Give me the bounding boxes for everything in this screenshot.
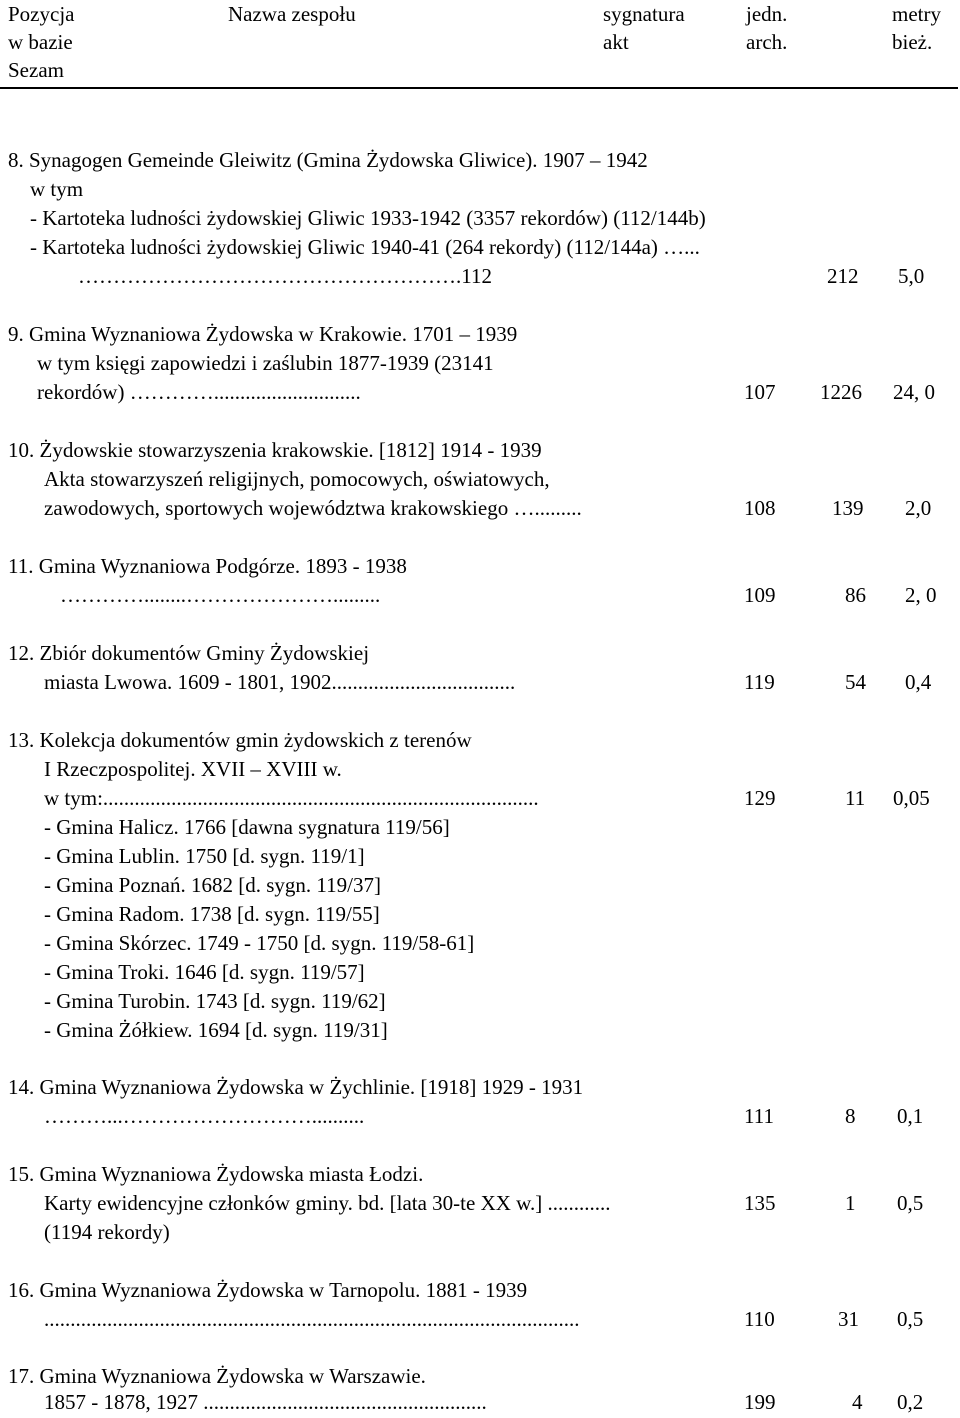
signature-value: 109 xyxy=(744,583,776,607)
meters-value: 5,0 xyxy=(898,264,925,288)
signature-value: 107 xyxy=(744,380,776,404)
meters-value: 2,0 xyxy=(905,496,932,520)
header-col-signature: sygnatura akt xyxy=(603,2,685,54)
entry-line: Karty ewidencyjne członków gminy. bd. [lata 30-te XX w.] ............ xyxy=(44,1191,611,1215)
units-value: 212 xyxy=(827,264,859,288)
signature-value: 135 xyxy=(744,1191,776,1215)
entry-line: 13. Kolekcja dokumentów gmin żydowskich z terenów xyxy=(8,728,472,752)
units-value: 8 xyxy=(845,1104,856,1128)
meters-value: 2, 0 xyxy=(905,583,937,607)
meters-value: 0,5 xyxy=(897,1191,924,1215)
signature-value: 119 xyxy=(744,670,775,694)
entry-line: - Gmina Radom. 1738 [d. sygn. 119/55] xyxy=(44,902,380,926)
entry-line: 15. Gmina Wyznaniowa Żydowska miasta Łodzi. xyxy=(8,1162,424,1186)
entry-line: - Kartoteka ludności żydowskiej Gliwic 1940-41 (264 rekordy) (112/144a) …... xyxy=(30,235,700,259)
entry-line: ……………………………………………….112 xyxy=(78,264,492,288)
meters-value: 0,4 xyxy=(905,670,932,694)
meters-value: 0,1 xyxy=(897,1104,924,1128)
entry-line: - Gmina Troki. 1646 [d. sygn. 119/57] xyxy=(44,960,365,984)
entry-line: miasta Lwowa. 1609 - 1801, 1902................................... xyxy=(44,670,516,694)
entry-line: I Rzeczpospolitej. XVII – XVIII w. xyxy=(44,757,342,781)
header-rule xyxy=(0,87,958,89)
entry-line: (1194 rekordy) xyxy=(44,1220,170,1244)
units-value: 1 xyxy=(845,1191,856,1215)
units-value: 11 xyxy=(845,786,866,810)
units-value: 4 xyxy=(852,1390,863,1414)
entry-line: ………...……………………….......... xyxy=(44,1104,365,1128)
entry-line: 8. Synagogen Gemeinde Gleiwitz (Gmina Żydowska Gliwice). 1907 – 1942 xyxy=(8,148,648,172)
entry-line: 10. Żydowskie stowarzyszenia krakowskie. [1812] 1914 - 1939 xyxy=(8,438,542,462)
meters-value: 0,05 xyxy=(893,786,930,810)
signature-value: 108 xyxy=(744,496,776,520)
entry-line: - Gmina Skórzec. 1749 - 1750 [d. sygn. 119/58-61] xyxy=(44,931,475,955)
header-col-name: Nazwa zespołu xyxy=(228,2,356,26)
entry-line: 16. Gmina Wyznaniowa Żydowska w Tarnopolu. 1881 - 1939 xyxy=(8,1278,528,1302)
units-value: 31 xyxy=(838,1307,859,1331)
entry-line: 17. Gmina Wyznaniowa Żydowska w Warszawie. xyxy=(8,1364,426,1388)
entry-line: ...................................................................................................... xyxy=(44,1307,580,1331)
entry-line: - Gmina Turobin. 1743 [d. sygn. 119/62] xyxy=(44,989,386,1013)
units-value: 1226 xyxy=(820,380,862,404)
entry-line: rekordów) …………............................ xyxy=(37,380,361,404)
entry-line: w tym księgi zapowiedzi i zaślubin 1877-1939 (23141 xyxy=(37,351,494,375)
header-col-position: Pozycja w bazie Sezam xyxy=(8,2,75,82)
header-col-meters: metry bież. xyxy=(892,2,941,54)
units-value: 86 xyxy=(845,583,866,607)
meters-value: 24, 0 xyxy=(893,380,935,404)
entry-line: w tym xyxy=(30,177,84,201)
meters-value: 0,2 xyxy=(897,1390,924,1414)
entry-line: - Gmina Lublin. 1750 [d. sygn. 119/1] xyxy=(44,844,365,868)
header-col-units: jedn. arch. xyxy=(746,2,788,54)
signature-value: 129 xyxy=(744,786,776,810)
signature-value: 110 xyxy=(744,1307,775,1331)
entry-line: - Kartoteka ludności żydowskiej Gliwic 1933-1942 (3357 rekordów) (112/144b) xyxy=(30,206,706,230)
entry-line: zawodowych, sportowych województwa krakowskiego …......... xyxy=(44,496,582,520)
entry-line: 14. Gmina Wyznaniowa Żydowska w Żychlinie. [1918] 1929 - 1931 xyxy=(8,1075,584,1099)
signature-value: 111 xyxy=(744,1104,774,1128)
entry-line: 12. Zbiór dokumentów Gminy Żydowskiej xyxy=(8,641,370,665)
entry-line: 9. Gmina Wyznaniowa Żydowska w Krakowie. 1701 – 1939 xyxy=(8,322,518,346)
entry-line: - Gmina Poznań. 1682 [d. sygn. 119/37] xyxy=(44,873,381,897)
units-value: 139 xyxy=(832,496,864,520)
entry-line: Akta stowarzyszeń religijnych, pomocowych, oświatowych, xyxy=(44,467,550,491)
signature-value: 199 xyxy=(744,1390,776,1414)
entry-line: - Gmina Halicz. 1766 [dawna sygnatura 119/56] xyxy=(44,815,450,839)
meters-value: 0,5 xyxy=(897,1307,924,1331)
entry-line: w tym:................................................................................... xyxy=(44,786,539,810)
entry-line: 1857 - 1878, 1927 ...................................................... xyxy=(44,1390,487,1414)
units-value: 54 xyxy=(845,670,866,694)
entry-line: …………........…………………......... xyxy=(60,583,381,607)
entry-line: - Gmina Żółkiew. 1694 [d. sygn. 119/31] xyxy=(44,1018,388,1042)
entry-line: 11. Gmina Wyznaniowa Podgórze. 1893 - 1938 xyxy=(8,554,407,578)
